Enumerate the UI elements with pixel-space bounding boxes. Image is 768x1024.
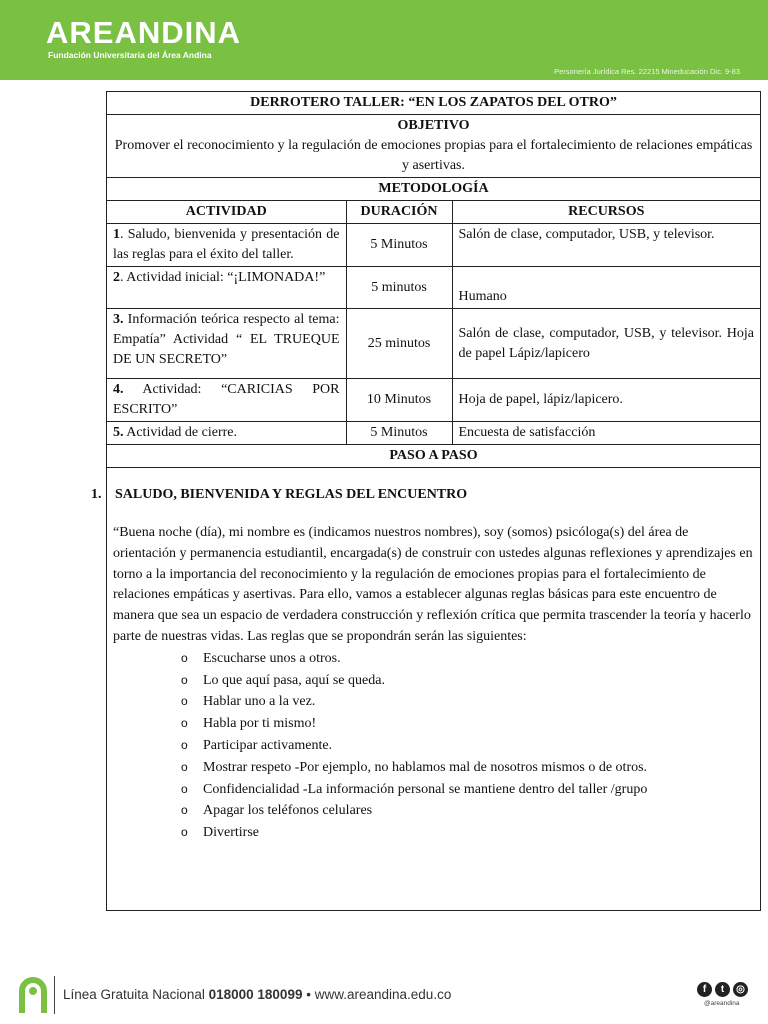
activity-text: Actividad de cierre. — [123, 425, 238, 440]
step-by-step-content — [91, 468, 760, 845]
intro-paragraph: “Buena noche (día), mi nombre es (indicamos nuestros nombres), soy (somos) psicóloga(s) del área de orientación y permanencia estudiantil, encargada(s) de construir con ustedes algunas reflexiones y aprendizajes en torno a la importancia del reconocimiento y la regulación de emociones propias para el fortalecimiento de relaciones empáticas y asertivas. Para ello, vamos a establecer algunas reglas básicas para este encuentro de manera que sea un espacio de verdadera construcción y reflexión crítica que permita trascender la teoría y hacerlo parte de nuestras vidas. Las reglas que se propondrán serán las siguientes: — [113, 525, 753, 644]
objective-text: Promover el reconocimiento y la regulación de emociones propias para el fortalecimiento de relaciones empáticas y asertivas. — [114, 138, 753, 173]
page-header — [0, 0, 768, 80]
table-row — [107, 224, 760, 267]
activity-text: Información teórica respecto al tema: Empatía” Actividad “ EL TRUEQUE DE UN SECRETO” — [113, 312, 340, 367]
activity-text: Actividad: “CARICIAS POR ESCRITO” — [113, 382, 340, 417]
section-number: 1. — [91, 487, 102, 502]
workshop-document — [91, 91, 761, 911]
activity-cell — [107, 224, 346, 267]
duration-cell: 5 Minutos — [346, 422, 452, 445]
activity-text: . Actividad inicial: “¡LIMONADA!” — [120, 270, 326, 285]
bullet-icon: o — [181, 672, 188, 687]
activity-cell — [107, 422, 346, 445]
activity-text: . Saludo, bienvenida y presentación de las reglas para el éxito del taller. — [113, 227, 340, 262]
resources-cell: Humano — [452, 267, 760, 309]
activity-number: 2 — [113, 270, 120, 285]
social-links — [697, 982, 748, 997]
bullet-icon: o — [181, 825, 188, 840]
column-header-duration: DURACIÓN — [346, 201, 452, 224]
resources-cell: Encuesta de satisfacción — [452, 422, 760, 445]
duration-cell: 10 Minutos — [346, 379, 452, 422]
instagram-icon[interactable]: ◎ — [733, 982, 748, 997]
step-by-step-heading: PASO A PASO — [107, 445, 760, 468]
list-item: o Escucharse unos a otros. — [181, 648, 754, 670]
duration-cell: 5 minutos — [346, 267, 452, 309]
duration-cell: 5 Minutos — [346, 224, 452, 267]
objective-cell — [107, 115, 760, 178]
table-header-row — [107, 201, 760, 224]
social-handle: @areandina — [704, 1000, 740, 1007]
activity-number: 5. — [113, 425, 124, 440]
rules-list — [113, 648, 754, 844]
website-link[interactable]: www.areandina.edu.co — [314, 987, 452, 1002]
resources-cell: Hoja de papel, lápiz/lapicero. — [452, 379, 760, 422]
activity-number: 3. — [113, 312, 124, 327]
resources-cell: Salón de clase, computador, USB, y televisor. Hoja de papel Lápiz/lapicero — [452, 309, 760, 379]
bullet-icon: o — [181, 716, 188, 731]
twitter-icon[interactable]: t — [715, 982, 730, 997]
list-item: o Divertirse — [181, 822, 754, 844]
methodology-heading: METODOLOGÍA — [107, 178, 760, 201]
activity-number: 1 — [113, 227, 120, 242]
objective-heading: OBJETIVO — [397, 118, 470, 133]
column-header-resources: RECURSOS — [452, 201, 760, 224]
section-heading — [91, 485, 754, 505]
bullet-icon: o — [181, 694, 188, 709]
legal-notice: Personería Jurídica Res. 22215 Mineducación Dic. 9-83 — [554, 67, 740, 76]
list-item: o Lo que aquí pasa, aquí se queda. — [181, 670, 754, 692]
list-item: o Participar activamente. — [181, 735, 754, 757]
list-item: o Hablar uno a la vez. — [181, 691, 754, 713]
areandina-mark-icon — [18, 975, 48, 1015]
bullet-icon: o — [181, 650, 188, 665]
column-header-activity: ACTIVIDAD — [107, 201, 346, 224]
activity-cell — [107, 309, 346, 379]
bullet-icon: o — [181, 737, 188, 752]
table-row — [107, 379, 760, 422]
footer-separator: • — [306, 987, 311, 1002]
hotline-number: 018000 180099 — [208, 987, 303, 1002]
hotline-label: Línea Gratuita Nacional — [63, 987, 205, 1002]
facebook-icon[interactable]: f — [697, 982, 712, 997]
list-item: o Habla por ti mismo! — [181, 713, 754, 735]
activity-cell — [107, 267, 346, 309]
bullet-icon: o — [181, 803, 188, 818]
document-title: DERROTERO TALLER: “EN LOS ZAPATOS DEL OTRO” — [107, 92, 760, 115]
list-item: o Mostrar respeto -Por ejemplo, no hablamos mal de nosotros mismos o de otros. — [181, 757, 754, 779]
footer-contact — [63, 987, 451, 1002]
bullet-icon: o — [181, 781, 188, 796]
table-row — [107, 309, 760, 379]
brand-subtitle: Fundación Universitaria del Área Andina — [48, 50, 212, 60]
brand-logo: AREANDINA — [46, 15, 241, 50]
bullet-icon: o — [181, 759, 188, 774]
resources-cell: Salón de clase, computador, USB, y televisor. — [452, 224, 760, 267]
activity-number: 4. — [113, 382, 124, 397]
table-row — [107, 422, 760, 445]
footer-divider — [54, 976, 55, 1014]
table-row — [107, 267, 760, 309]
workshop-table — [91, 92, 760, 845]
list-item: o Confidencialidad -La información personal se mantiene dentro del taller /grupo — [181, 779, 754, 801]
section-title: SALUDO, BIENVENIDA Y REGLAS DEL ENCUENTRO — [115, 487, 468, 502]
duration-cell: 25 minutos — [346, 309, 452, 379]
activity-cell — [107, 379, 346, 422]
list-item: o Apagar los teléfonos celulares — [181, 800, 754, 822]
